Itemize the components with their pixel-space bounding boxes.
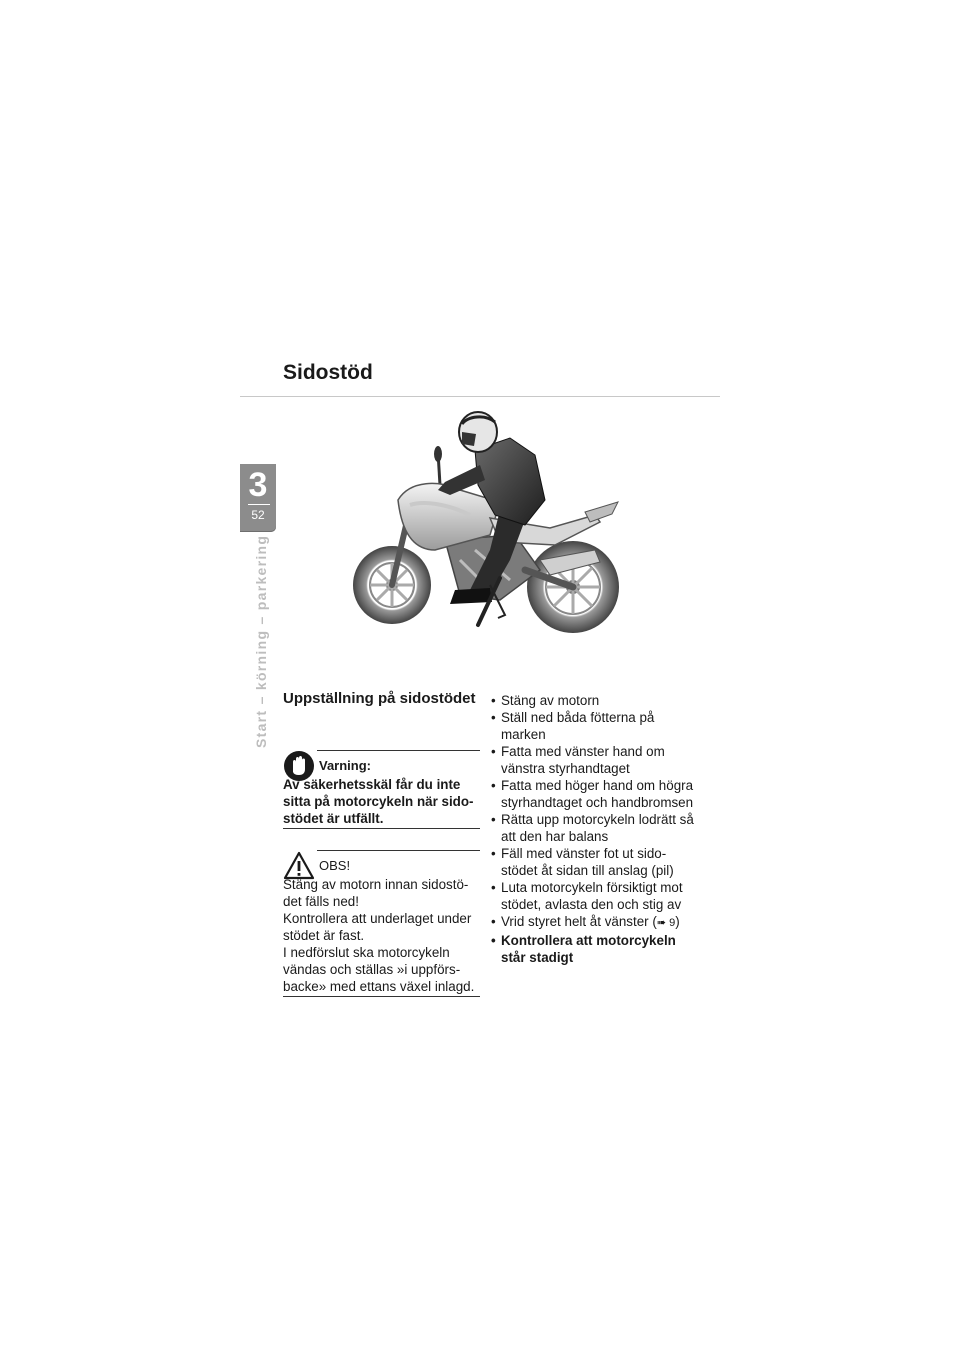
chapter-divider: [248, 504, 270, 505]
step-text-end: ): [675, 914, 680, 929]
step-text: Vrid styret helt åt vänster (: [501, 914, 657, 929]
motorcycle-rider-illustration: [350, 410, 630, 645]
page-reference: ➠ 9: [656, 917, 676, 929]
list-item: • Ställ ned båda fötterna på marken: [491, 709, 701, 743]
list-item: • Kontrollera att motorcykeln står stadigt: [491, 932, 701, 966]
steps-list: [491, 692, 701, 966]
list-item: • Fatta med vänster hand om vänstra styrhandtaget: [491, 743, 701, 777]
rider-helmet: [459, 412, 497, 452]
obs-text: Stäng av motorn innan sidostö-det fälls ned! Kontrollera att underlaget under stödet är fast. I nedförslut ska motorcykeln vändas och ställas »i uppförs-backe» med ettans växel inlagd.: [283, 876, 480, 997]
right-column: [491, 692, 701, 966]
page-number: 52: [251, 508, 265, 522]
title-divider: [240, 396, 720, 397]
note-divider: [317, 850, 480, 851]
list-item: • Fatta med höger hand om högra styrhandtaget och handbromsen: [491, 777, 701, 811]
list-item: [491, 913, 701, 932]
chapter-number: 3: [248, 466, 268, 504]
warning-label: Varning:: [319, 758, 372, 773]
list-item: • Fäll med vänster fot ut sido-stödet åt sidan till anslag (pil): [491, 845, 701, 879]
warning-text: Av säkerhetsskäl får du inte sitta på motorcykeln när sido-stödet är utfällt.: [283, 776, 480, 829]
list-item: • Stäng av motorn: [491, 692, 701, 709]
chapter-side-label: Start – körning – parkering: [253, 534, 269, 748]
list-item: • Rätta upp motorcykeln lodrätt så att den har balans: [491, 811, 701, 845]
left-column: [283, 690, 480, 994]
section-heading: Uppställning på sidostödet: [283, 690, 476, 707]
chapter-tab: [240, 464, 276, 532]
page-title: Sidostöd: [283, 361, 373, 384]
note-divider: [317, 750, 480, 751]
obs-label: OBS!: [319, 858, 351, 873]
list-item: • Luta motorcykeln försiktigt mot stödet, avlasta den och stig av: [491, 879, 701, 913]
